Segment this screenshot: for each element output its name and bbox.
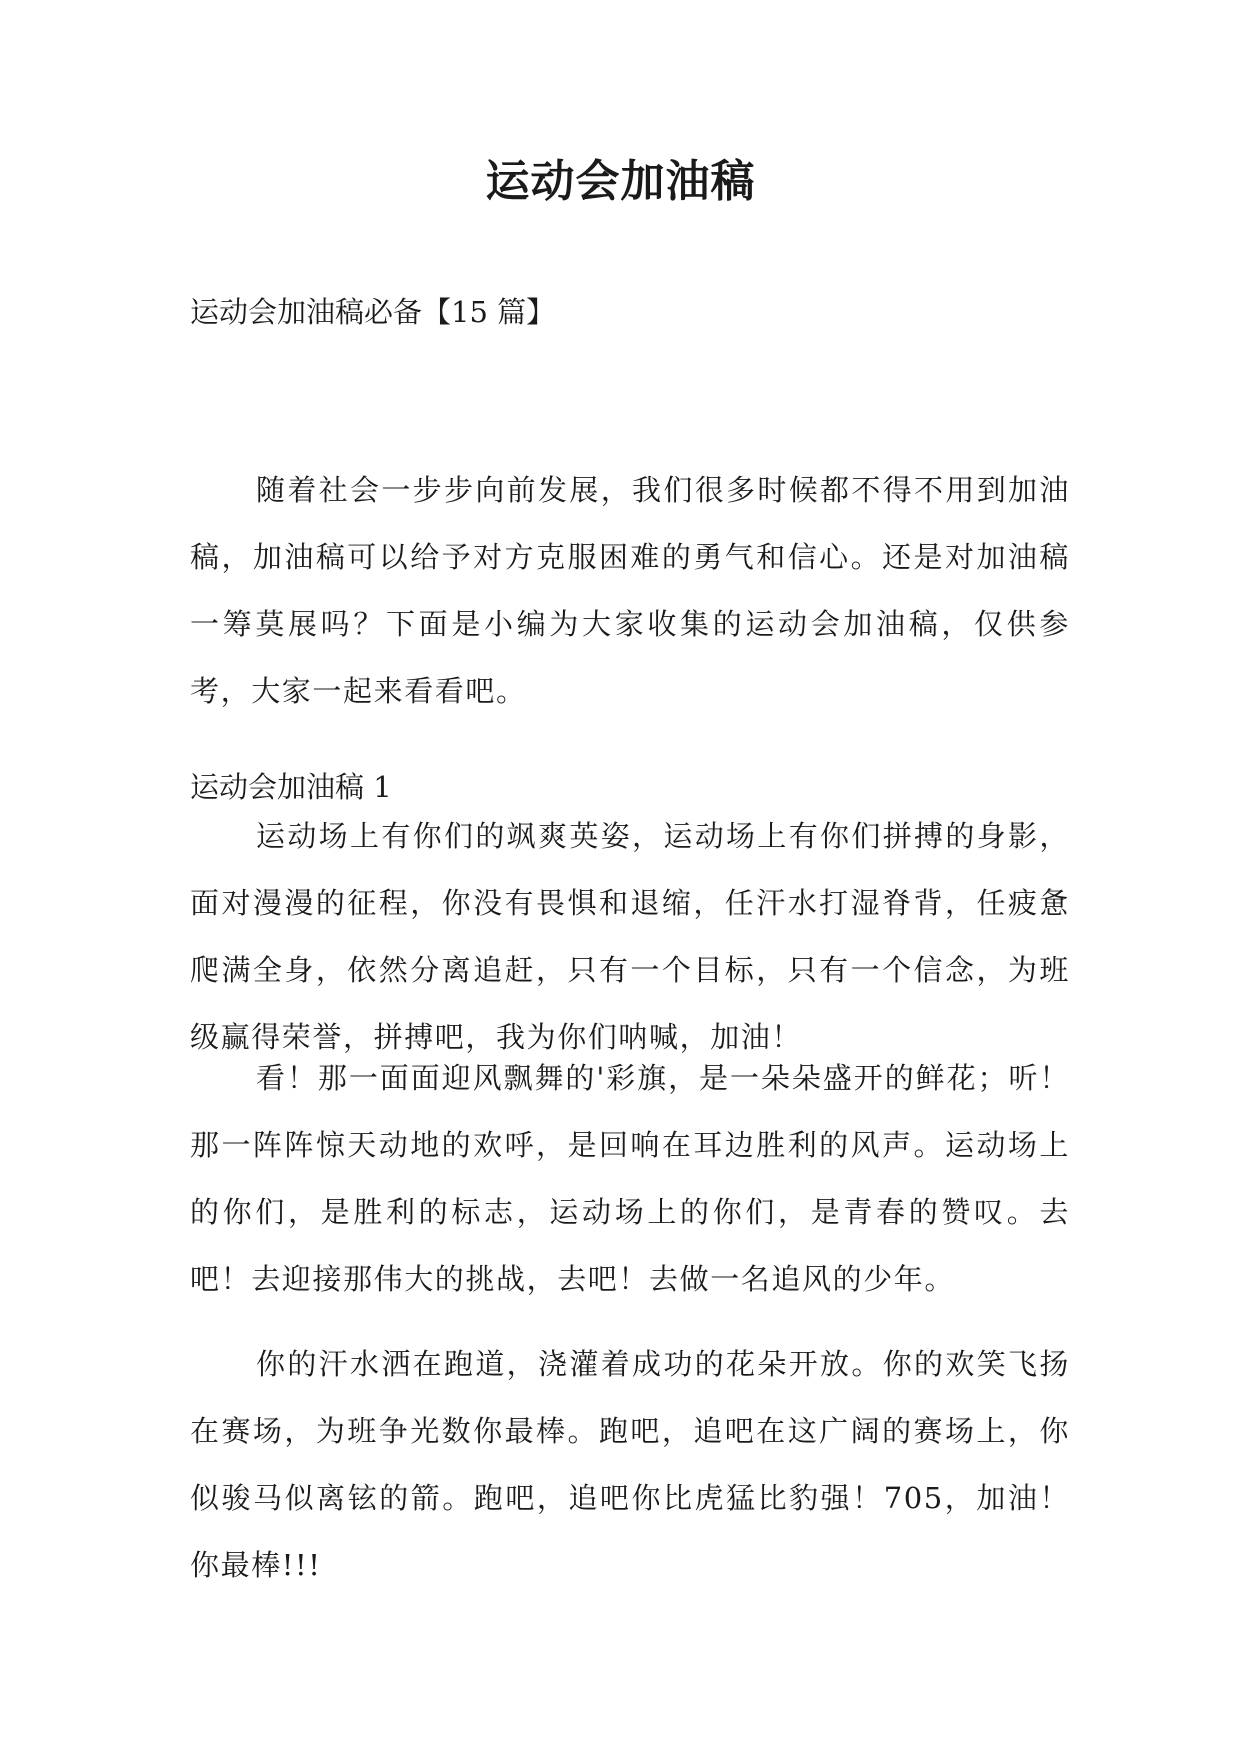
body-paragraph: 看！那一面面迎风飘舞的'彩旗，是一朵朵盛开的鲜花；听！那一阵阵惊天动地的欢呼，是回响在耳边胜利的风声。运动场上的你们，是胜利的标志，运动场上的你们，是青春的赞叹。去吧！去迎接那伟大的挑战，去吧！去做一名追风的少年。 (190, 1061, 1070, 1296)
body-paragraph: 你的汗水洒在跑道，浇灌着成功的花朵开放。你的欢笑飞扬在赛场，为班争光数你最棒。跑吧，追吧在这广阔的赛场上，你似骏马似离铉的箭。跑吧，追吧你比虎猛比豹强！705，加油！你最棒!!! (190, 1347, 1070, 1582)
section-heading: 运动会加油稿 1 (190, 770, 392, 804)
intro-paragraph: 随着社会一步步向前发展，我们很多时候都不得不用到加油稿，加油稿可以给予对方克服困难的勇气和信心。还是对加油稿一筹莫展吗？下面是小编为大家收集的运动会加油稿，仅供参考，大家一起来看看吧。 (190, 473, 1070, 708)
document-subtitle: 运动会加油稿必备【15 篇】 (190, 295, 556, 329)
body-paragraph: 运动场上有你们的飒爽英姿，运动场上有你们拼搏的身影，面对漫漫的征程，你没有畏惧和退缩，任汗水打湿脊背，任疲惫爬满全身，依然分离追赶，只有一个目标，只有一个信念，为班级赢得荣誉，拼搏吧，我为你们呐喊，加油！ (190, 819, 1070, 1054)
document-title: 运动会加油稿 (485, 156, 756, 207)
